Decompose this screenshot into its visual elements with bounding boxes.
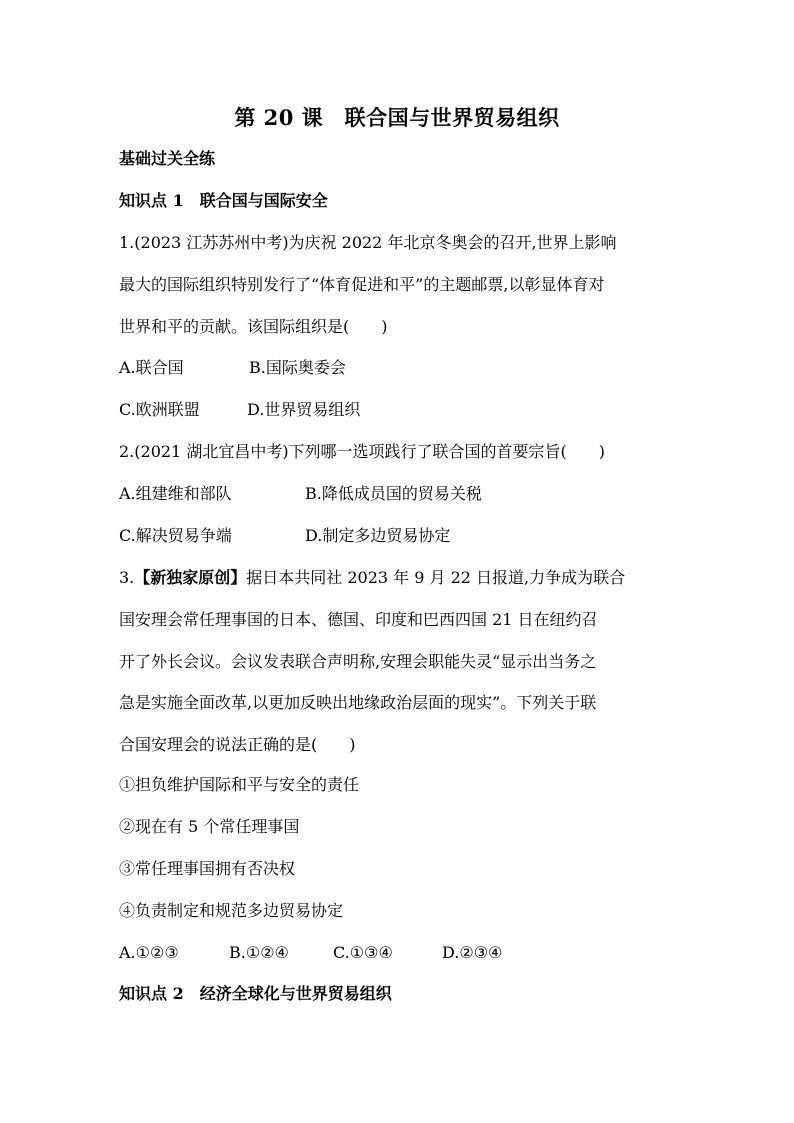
question-3-option-d: D.②③④	[442, 943, 503, 962]
question-3-option-c: C.①③④	[333, 943, 393, 962]
page-title: 第 20 课 联合国与世界贸易组织	[234, 105, 560, 130]
question-3-number: 3.	[119, 568, 135, 587]
question-1-line-2: 最大的国际组织特别发行了“体育促进和平”的主题邮票,以彰显体育对	[119, 275, 605, 294]
question-1-option-c: C.欧洲联盟	[119, 400, 200, 419]
question-1-options-row-2	[119, 399, 684, 421]
question-2-line-1: 2.(2021 湖北宜昌中考)下列哪一选项践行了联合国的首要宗旨( )	[119, 442, 606, 461]
question-3-line-2: 国安理会常任理事国的日本、德国、印度和巴西四国 21 日在纽约召	[119, 610, 598, 629]
question-1-option-a: A.联合国	[119, 358, 184, 377]
question-3-statement-4: ④负责制定和规范多边贸易协定	[119, 901, 344, 920]
knowledge-point-1-heading: 知识点 1 联合国与国际安全	[119, 191, 328, 210]
question-3-statement-3: ③常任理事国拥有否决权	[119, 859, 296, 878]
section-heading: 基础过关全练	[119, 149, 216, 168]
question-3-option-b: B.①②④	[229, 943, 289, 962]
question-3-line-4: 急是实施全面改革,以更加反映出地缘政治层面的现实”。下列关于联	[119, 693, 597, 712]
question-3-option-a: A.①②③	[119, 943, 179, 962]
question-2-option-c: C.解决贸易争端	[119, 526, 232, 545]
question-3-line-3: 开了外长会议。会议发表联合声明称,安理会职能失灵“显示出当务之	[119, 652, 597, 671]
question-2-options-row-2	[119, 525, 684, 547]
question-3-original-tag: 【新独家原创】	[134, 568, 247, 587]
question-2-option-a: A.组建维和部队	[119, 484, 232, 503]
question-2-option-d: D.制定多边贸易协定	[305, 526, 451, 545]
question-1-line-1: 1.(2023 江苏苏州中考)为庆祝 2022 年北京冬奥会的召开,世界上影响	[119, 233, 617, 252]
question-3-line-1-text: 据日本共同社 2023 年 9 月 22 日报道,力争成为联合	[246, 568, 626, 587]
question-2-options-row-1	[119, 483, 684, 505]
question-1-line-3: 世界和平的贡献。该国际组织是( )	[119, 317, 388, 336]
question-3-line-5: 合国安理会的说法正确的是( )	[119, 735, 356, 754]
question-1-option-d: D.世界贸易组织	[247, 400, 361, 419]
question-3-line-1	[119, 567, 684, 589]
question-3-statement-2: ②现在有 5 个常任理事国	[119, 817, 300, 836]
question-2-option-b: B.降低成员国的贸易关税	[305, 484, 482, 503]
question-1-option-b: B.国际奥委会	[249, 358, 346, 377]
question-3-options-row	[119, 942, 684, 964]
question-1-options-row-1	[119, 357, 684, 379]
knowledge-point-2-heading: 知识点 2 经济全球化与世界贸易组织	[119, 984, 392, 1003]
question-3-statement-1: ①担负维护国际和平与安全的责任	[119, 775, 360, 794]
